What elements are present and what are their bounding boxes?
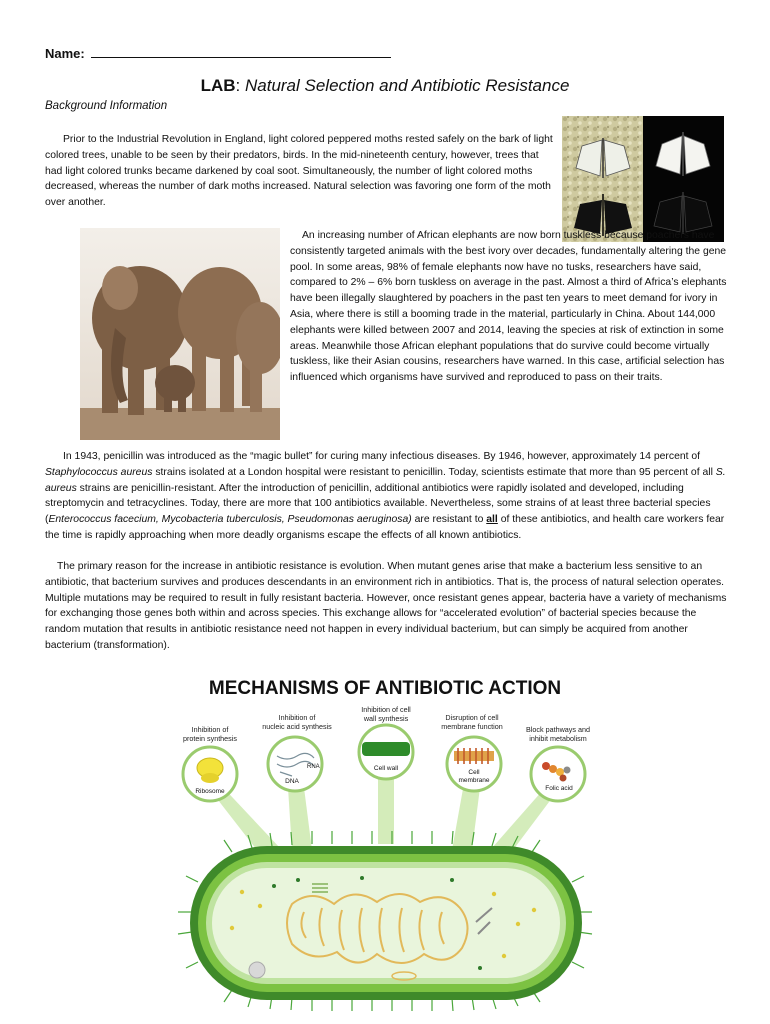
section-heading: Background Information	[45, 100, 168, 112]
p3-species-3: Enterococcus facecium, Mycobacteria tuberculosis, Pseudomonas aeruginosa)	[48, 514, 412, 526]
mech-1-label-1: Inhibition of	[191, 725, 229, 734]
p3-text-a: In 1943, penicillin was introduced as the “magic bullet” for curing many infectious diseases. By 1946, however, approximately 14 percent of	[63, 451, 701, 462]
title-italic: Natural Selection and Antibiotic Resistance	[244, 76, 570, 95]
rna-label: RNA	[307, 764, 320, 770]
cell-membrane-label-2: membrane	[458, 777, 490, 784]
dna-label: DNA	[285, 778, 299, 785]
cell-wall-icon	[362, 742, 410, 756]
p3-species-1: Staphylococcus aureus	[45, 466, 153, 478]
p3-emphasis-all: all	[486, 514, 498, 526]
p3-text-d: are resistant to	[411, 514, 487, 526]
mech-4-label-1: Disruption of cell	[445, 713, 499, 722]
mech-5-label-1: Block pathways and	[526, 725, 590, 734]
name-blank-line[interactable]	[91, 46, 391, 58]
mech-1-label-2: protein synthesis	[183, 734, 237, 743]
paragraph-elephants: An increasing number of African elephants are now born tuskless because poachers have consistently targeted animals with the best ivory over decades, fundamentally altering the gene pool. In some areas, 98% of female elephants now have no tusks, researchers have said, compared to 2% – 6% born tuskless on average in the past. Almost a third of Africa’s elephants have been illegally slaughtered by poachers in the past ten years to meet demand for ivory in Asia, where there is still a booming trade in the material, particularly in China. About 144,000 elephants were killed between 2007 and 2014, leaving the species at risk of extinction in some areas. Meanwhile those African elephant populations that do survive could become virtually tuskless, like their Asian cousins, researchers have warned. In this case, artificial selection has influenced which organisms have survived and reproduced to pass on their traits.	[290, 230, 727, 384]
name-label: Name:	[45, 46, 85, 61]
cell-wall-label: Cell wall	[373, 765, 399, 772]
paragraph-evolution: The primary reason for the increase in antibiotic resistance is evolution. When mutant genes arise that make a bacterium less sensitive to an antibiotic, that bacterium survives and produces descendants in an environment rich in antibiotics. That is, the process of natural selection operates. Multiple mutations may be required to result in fully resistant bacteria. However, once resistant genes appear, bacteria have a variety of mechanisms for exchanging those genes both within and across species. This exchange allows for “accelerated evolution” of bacterial species because the random mutation that results in antibiotic resistance need not happen in every individual bacterium, but can simply be acquired from another bacterium (transformation).	[45, 561, 727, 651]
page-title	[0, 76, 770, 96]
p3-text-c: strains are penicillin-resistant. After the introduction of penicillin, additional antibiotics were rapidly isolated and developed, including streptomycin and tetracyclines. Today, there are more that 100 antibiotics available. Nevertheless, some strains of at least three bacterial species (	[45, 482, 711, 526]
folic-acid-label: Folic acid	[545, 785, 573, 792]
peppered-moth-image	[562, 116, 724, 242]
mech-4-label-2: membrane function	[441, 722, 503, 731]
cell-membrane-label-1: Cell	[468, 769, 480, 776]
mech-3-label-2: wall synthesis	[363, 714, 409, 723]
mech-3-label-1: Inhibition of cell	[361, 705, 411, 714]
p3-species-2: S. aureus	[45, 466, 726, 494]
paragraph-moths: Prior to the Industrial Revolution in England, light colored peppered moths rested safely on the bark of light colored trees, unable to be seen by their predators, birds. In the mid-nineteenth century, however, trees that had light colored trunks became darkened by coal soot. Simultaneously, the number of light colored moths decreased, whereas the number of dark moths increased. Natural selection was favoring one form of the moth over another.	[45, 134, 553, 209]
elephant-herd-photo	[80, 228, 280, 440]
mech-2-label-1: Inhibition of	[278, 713, 316, 722]
bacterium-cell	[178, 831, 592, 1011]
mech-2-label-2: nucleic acid synthesis	[262, 722, 332, 731]
ribosome-label: Ribosome	[195, 788, 225, 795]
antibiotic-mechanisms-diagram	[162, 672, 608, 1017]
name-field	[45, 46, 391, 61]
diagram-title: MECHANISMS OF ANTIBIOTIC ACTION	[208, 678, 562, 699]
p3-text-b: strains isolated at a London hospital were resistant to penicillin. Today, scientists estimate that more than 95 percent of all	[152, 466, 716, 478]
paragraph-penicillin	[45, 449, 727, 544]
title-bold: LAB	[200, 76, 236, 95]
p3-text-e: of these antibiotics, and health care workers fear the time is rapidly approaching when more deadly organisms escape the effects of all known antibiotics.	[45, 514, 725, 541]
title-separator: :	[235, 76, 245, 95]
mech-5-label-2: inhibit metabolism	[529, 734, 587, 743]
